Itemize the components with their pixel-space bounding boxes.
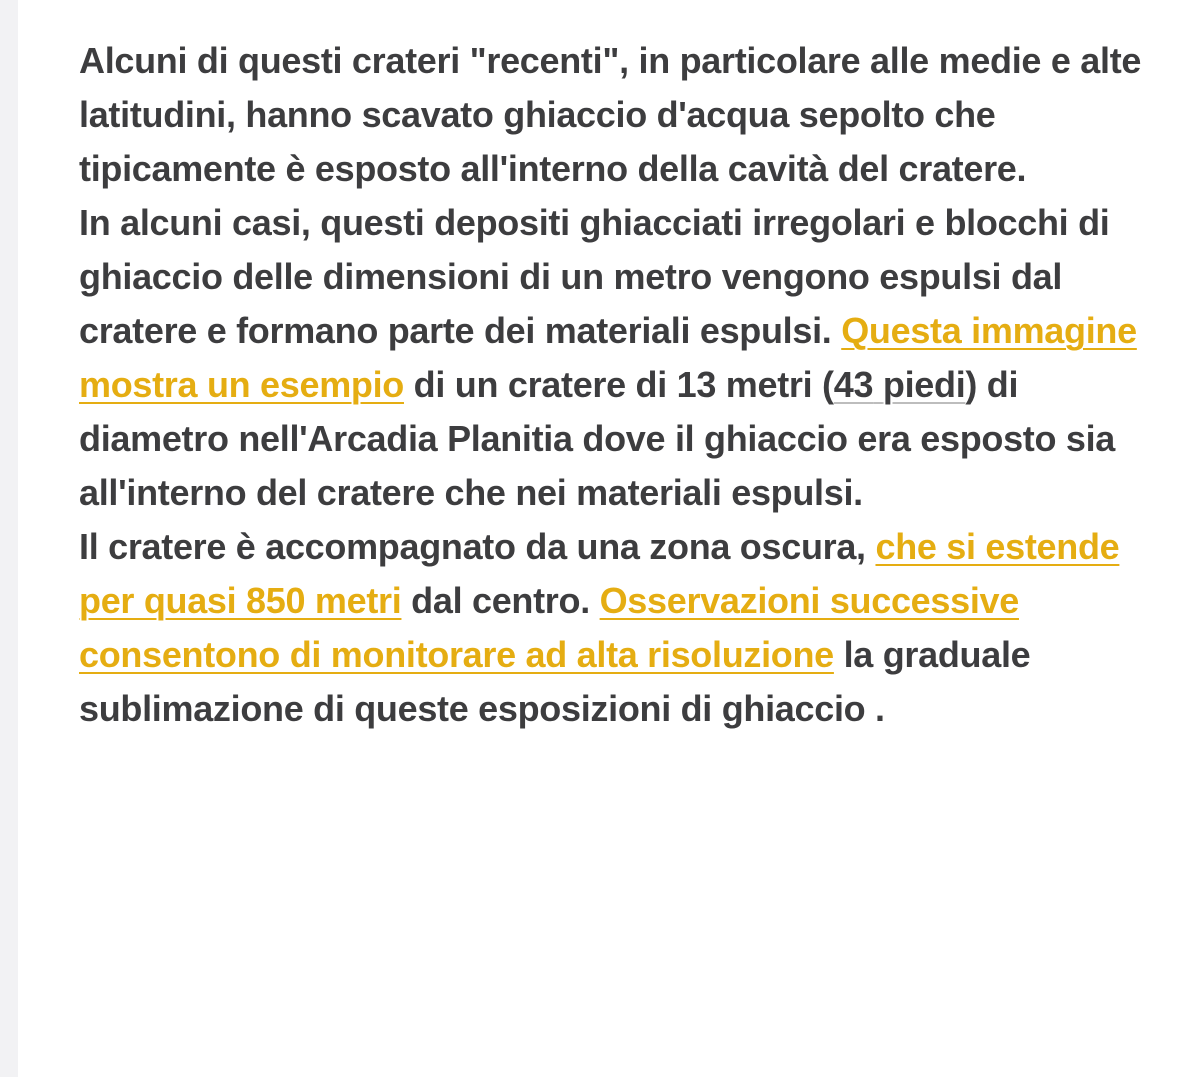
feet-space	[873, 364, 883, 405]
paragraph-2-text-3: ) di diametro nell'Arcadia Planitia dove il ghiaccio era esposto sia all'interno del cratere che nei materiali espulsi.	[79, 364, 1116, 513]
feet-value: 43	[833, 364, 874, 405]
dark-zone-link[interactable]: che si estende per quasi 850 metri	[79, 526, 1120, 621]
paragraph-3-text-1: Il cratere è accompagnato da una zona oscura,	[79, 526, 876, 567]
feet-unit: piedi	[882, 364, 966, 405]
image-example-link[interactable]: Questa immagine mostra un esempio	[79, 310, 1137, 405]
paragraph-2	[79, 196, 1169, 520]
observations-link[interactable]: Osservazioni successive consentono di monitorare ad alta risoluzione	[79, 580, 1019, 675]
paragraph-1: Alcuni di questi crateri "recenti", in particolare alle medie e alte latitudini, hanno scavato ghiaccio d'acqua sepolto che tipicamente è esposto all'interno della cavità del cratere.	[79, 40, 1142, 189]
paragraph-3-text-3: la graduale sublimazione di queste esposizioni di ghiaccio .	[79, 634, 1031, 729]
paragraph-3-text-2: dal centro.	[401, 580, 600, 621]
article-body	[79, 34, 1169, 736]
paragraph-2-text-1: In alcuni casi, questi depositi ghiacciati irregolari e blocchi di ghiaccio delle dimensioni di un metro vengono espulsi dal cratere e formano parte dei materiali espulsi.	[79, 202, 1110, 351]
feet-conversion-link[interactable]	[834, 364, 966, 405]
paragraph-3	[79, 520, 1169, 736]
paragraph-2-text-2: di un cratere di 13 metri (	[403, 364, 834, 405]
left-margin-strip	[0, 0, 18, 1077]
